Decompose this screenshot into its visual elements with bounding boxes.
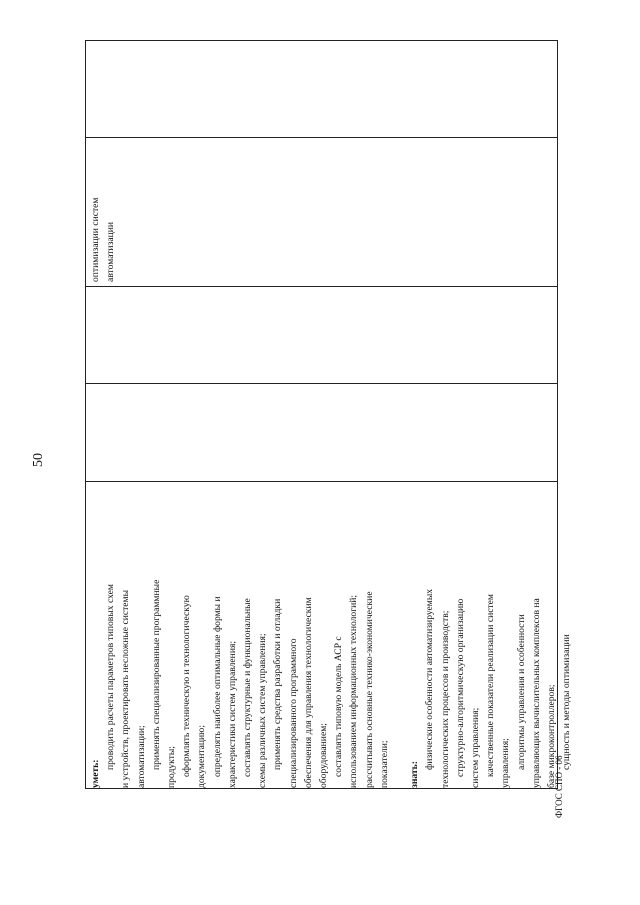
- skill-line: применять средства разработки и отладки: [272, 598, 284, 770]
- competency-line: оптимизации систем: [90, 197, 101, 282]
- know-line: сущность и методы оптимизации: [561, 634, 573, 770]
- table-divider-4: [85, 481, 558, 482]
- table-divider-1: [85, 137, 558, 138]
- skill-line: обеспечения для управления технологическим: [302, 597, 314, 788]
- skill-line: проводить расчеты параметров типовых схем: [105, 584, 117, 770]
- know-line: качественные показатели реализации систем: [485, 594, 497, 777]
- know-line: управляющих вычислительных комплексов на: [530, 598, 542, 788]
- uметь-heading: уметь:: [90, 759, 101, 788]
- page-number: 50: [31, 453, 46, 467]
- know-line: базе микроконтроллеров;: [546, 684, 558, 788]
- know-line: алгоритмы управления и особенности: [515, 614, 527, 770]
- skill-line: автоматизации;: [135, 725, 147, 788]
- know-line: технологических процессов и производств;: [439, 610, 451, 788]
- skill-line: составлять структурные и функциональные: [242, 598, 254, 777]
- skill-line: характеристики систем управления;: [226, 640, 238, 788]
- know-line: физические особенности автоматизируемых: [424, 588, 436, 770]
- footer-code: ФГОС СПО - 06: [554, 755, 564, 818]
- skill-line: составлять типовую модель АСР с: [333, 636, 345, 777]
- table-divider-2: [85, 286, 558, 287]
- skill-line: документацию;: [196, 724, 208, 788]
- know-line: систем управления;: [470, 707, 482, 788]
- skill-line: рассчитывать основные технико-экономические: [363, 591, 375, 788]
- skill-line: и устройств, проектировать несложные системы: [120, 589, 132, 788]
- skill-line: использованием информационных технологий;: [348, 594, 360, 788]
- skill-line: оборудованием;: [318, 723, 330, 788]
- skill-line: оформлять техническую и технологическую: [181, 595, 193, 777]
- skills-cell: [88, 580, 574, 788]
- skill-line: продукты;: [166, 746, 178, 788]
- skill-line: определять наиболее оптимальные формы и: [211, 596, 223, 777]
- знать-heading: знать:: [409, 761, 421, 788]
- competency-cell: [88, 198, 118, 282]
- skill-line: схемы различных систем управления;: [257, 633, 269, 788]
- know-line: управления;: [500, 738, 512, 788]
- know-line: структурно-алгоритмическую организацию: [454, 598, 466, 777]
- skill-line: показатели;: [378, 740, 390, 788]
- competency-line: автоматизации: [105, 221, 117, 282]
- skill-line: специализированного программного: [287, 638, 299, 788]
- table-divider-3: [85, 383, 558, 384]
- skill-line: применять специализированные программные: [150, 579, 162, 770]
